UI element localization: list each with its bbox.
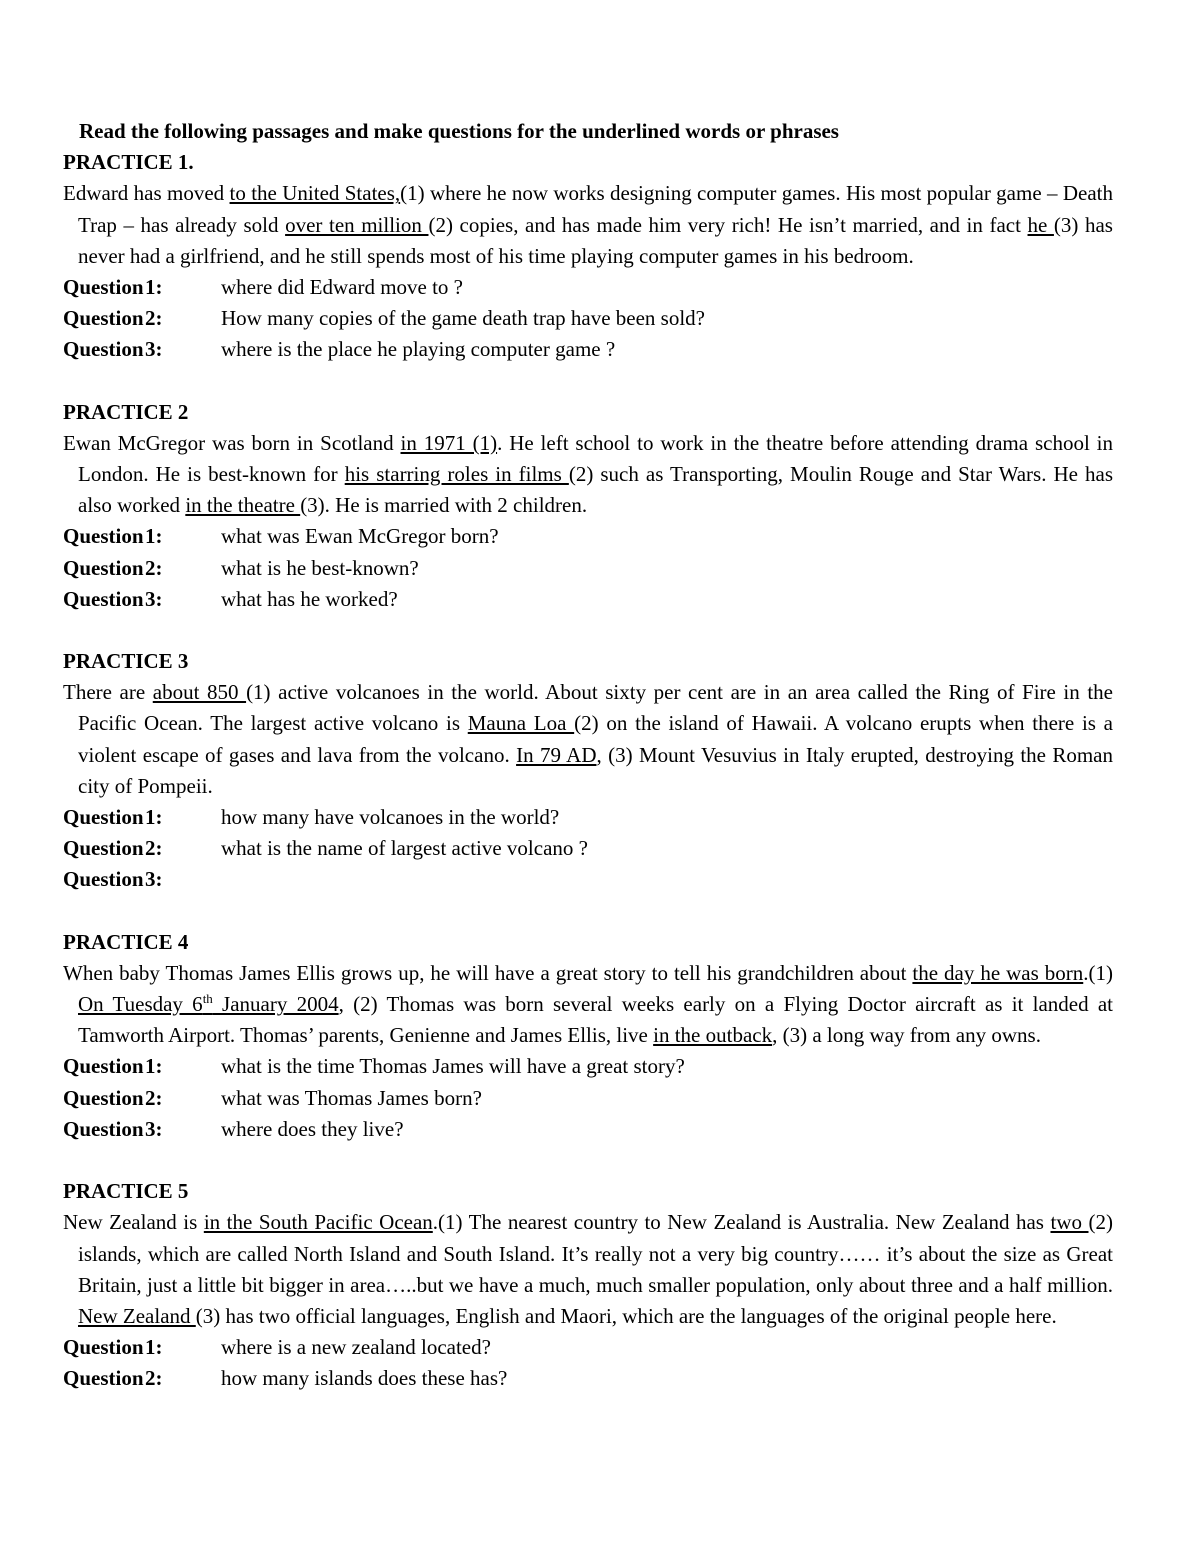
question-row xyxy=(63,1051,1113,1082)
practice-title: PRACTICE 5 xyxy=(63,1179,189,1204)
question-row xyxy=(63,864,1113,895)
question-number: 2: xyxy=(145,1366,163,1391)
practice-title: PRACTICE 3 xyxy=(63,649,189,674)
underlined-phrase: On Tuesday 6th January 2004 xyxy=(78,991,339,1017)
question-label: Question xyxy=(63,1366,144,1391)
question-label: Question xyxy=(63,1116,144,1141)
question-answer: where did Edward move to ? xyxy=(221,275,464,300)
practice-section xyxy=(63,927,1113,1145)
question-row xyxy=(63,303,1113,334)
question-number: 3: xyxy=(145,867,163,892)
question-number: 2: xyxy=(145,836,163,861)
question-label: Question xyxy=(63,1335,144,1360)
question-label: Question xyxy=(63,306,144,331)
practice-passage: There are about 850 (1) active volcanoes in the world. About sixty per cent are in an area called the Ring of Fire in the Pacific Ocean. The largest active volcano is Mauna Loa (2) on the island of Hawaii. A volcano erupts when there is a violent escape of gases and lava from the volcano. In 79 AD, (3) Mount Vesuvius in Italy erupted, destroying the Roman city of Pompeii. xyxy=(63,680,1113,798)
section-gap xyxy=(63,615,1113,646)
question-row xyxy=(63,833,1113,864)
question-number: 2: xyxy=(145,1085,163,1110)
practice-passage: New Zealand is in the South Pacific Ocean.(1) The nearest country to New Zealand is Australia. New Zealand has two (2) islands, which are called North Island and South Island. It’s really not a very big country…… it’s about the size as Great Britain, just a little bit bigger in area…..but we have a much, much smaller population, only about three and a half million. New Zealand (3) has two official languages, English and Maori, which are the languages of the original people here. xyxy=(63,1210,1113,1328)
underlined-phrase: his starring roles in films xyxy=(344,462,569,487)
question-answer: how many islands does these has? xyxy=(221,1366,508,1391)
question-label: Question xyxy=(63,337,144,362)
underlined-phrase: about 850 xyxy=(152,680,247,705)
question-answer: what was Thomas James born? xyxy=(221,1085,482,1110)
underlined-phrase: he xyxy=(1027,212,1054,237)
worksheet xyxy=(63,116,1113,1395)
question-label: Question xyxy=(63,586,144,611)
underlined-phrase: in the outback xyxy=(653,1023,773,1048)
practice-passage: Ewan McGregor was born in Scotland in 1971 (1). He left school to work in the theatre before attending drama school in London. He is best-known for his starring roles in films (2) such as Transporting, Moulin Rouge and Star Wars. He has also worked in the theatre (3). He is married with 2 children. xyxy=(63,430,1114,518)
question-row xyxy=(63,521,1113,552)
question-number: 1: xyxy=(145,805,163,830)
underlined-phrase: to the United States, xyxy=(229,181,401,206)
question-number: 3: xyxy=(145,337,163,362)
section-gap xyxy=(63,896,1113,927)
question-row xyxy=(63,272,1113,303)
underlined-phrase: Mauna Loa xyxy=(467,711,575,736)
question-answer: where is the place he playing computer game ? xyxy=(221,337,616,362)
question-row xyxy=(63,553,1113,584)
question-answer: what is the time Thomas James will have a great story? xyxy=(221,1054,685,1079)
question-answer: where does they live? xyxy=(221,1116,404,1141)
question-label: Question xyxy=(63,836,144,861)
practice-title: PRACTICE 2 xyxy=(63,399,189,424)
question-number: 1: xyxy=(145,1335,163,1360)
practice-section xyxy=(63,147,1113,365)
underlined-phrase: in the South Pacific Ocean xyxy=(203,1210,433,1235)
practice-list xyxy=(63,147,1113,1394)
question-answer: what has he worked? xyxy=(221,586,398,611)
question-row xyxy=(63,1114,1113,1145)
worksheet-heading: Read the following passages and make questions for the underlined words or phrases xyxy=(79,119,839,143)
question-label: Question xyxy=(63,555,144,580)
section-gap xyxy=(63,366,1113,397)
practice-passage: When baby Thomas James Ellis grows up, he will have a great story to tell his grandchildren about the day he was born.(1) On Tuesday 6th January 2004, (2) Thomas was born several weeks early on a Flying Doctor aircraft as it landed at Tamworth Airport. Thomas’ parents, Genienne and James Ellis, live in the outback, (3) a long way from any owns. xyxy=(63,960,1113,1048)
question-row xyxy=(63,334,1113,365)
question-answer: what is the name of largest active volcano ? xyxy=(221,836,588,861)
question-answer: what was Ewan McGregor born? xyxy=(221,524,499,549)
question-number: 1: xyxy=(145,524,163,549)
question-label: Question xyxy=(63,805,144,830)
practice-section xyxy=(63,397,1113,615)
question-number: 1: xyxy=(145,1054,163,1079)
question-answer: How many copies of the game death trap have been sold? xyxy=(221,306,705,331)
underlined-phrase: in the theatre xyxy=(185,493,301,518)
question-label: Question xyxy=(63,867,144,892)
practice-title: PRACTICE 4 xyxy=(63,929,189,954)
question-row xyxy=(63,1363,1113,1394)
underlined-phrase: in 1971 (1) xyxy=(400,430,498,455)
underlined-phrase: In 79 AD xyxy=(516,742,597,767)
practice-title: PRACTICE 1. xyxy=(63,150,194,175)
practice-section xyxy=(63,1176,1113,1394)
question-label: Question xyxy=(63,1085,144,1110)
question-answer xyxy=(221,864,1113,895)
question-label: Question xyxy=(63,524,144,549)
question-row xyxy=(63,584,1113,615)
question-number: 3: xyxy=(145,1116,163,1141)
question-number: 1: xyxy=(145,275,163,300)
question-row xyxy=(63,1332,1113,1363)
question-row xyxy=(63,802,1113,833)
underlined-phrase: New Zealand xyxy=(78,1303,196,1328)
underlined-phrase: two xyxy=(1050,1210,1089,1235)
practice-section xyxy=(63,646,1113,896)
question-label: Question xyxy=(63,275,144,300)
superscript: th xyxy=(202,991,213,1007)
question-row xyxy=(63,1083,1113,1114)
question-label: Question xyxy=(63,1054,144,1079)
question-number: 3: xyxy=(145,586,163,611)
question-number: 2: xyxy=(145,306,163,331)
question-number: 2: xyxy=(145,555,163,580)
practice-passage: Edward has moved to the United States,(1) where he now works designing computer games. His most popular game – Death Trap – has already sold over ten million (2) copies, and has made him very rich! He isn’t married, and in fact he (3) has never had a girlfriend, and he still spends most of his time playing computer games in his bedroom. xyxy=(63,181,1114,268)
section-gap xyxy=(63,1145,1113,1176)
question-answer: where is a new zealand located? xyxy=(221,1335,491,1360)
question-answer: what is he best-known? xyxy=(221,555,419,580)
underlined-phrase: over ten million xyxy=(285,212,429,237)
underlined-phrase: the day he was born xyxy=(912,960,1084,985)
question-answer: how many have volcanoes in the world? xyxy=(221,805,560,830)
